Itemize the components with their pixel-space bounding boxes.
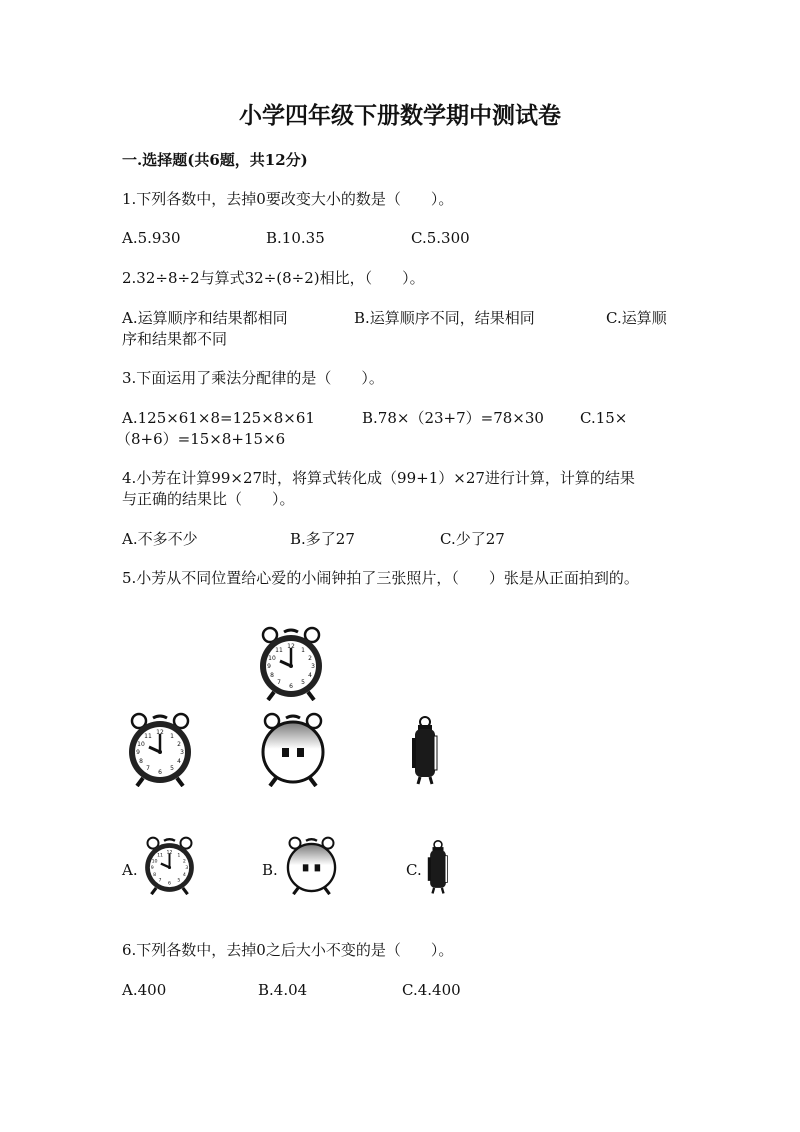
question-5-option-b[interactable]: B.	[262, 861, 278, 879]
question-6-option-c[interactable]: C.4.400	[402, 981, 461, 999]
clock-photo-front-angled	[125, 712, 195, 787]
question-6-option-b[interactable]: B.4.04	[258, 981, 308, 999]
question-5-text: 5.小芳从不同位置给心爱的小闹钟拍了三张照片，（ ）张是从正面拍到的。	[122, 569, 639, 587]
question-2-option-c[interactable]: C.运算顺	[606, 309, 667, 327]
question-1-option-a[interactable]: A.5.930	[122, 229, 181, 247]
question-3-option-b[interactable]: B.78×（23+7）=78×30	[362, 409, 544, 427]
section-heading: 一.选择题(共6题，共12分)	[122, 151, 308, 169]
question-4-option-c[interactable]: C.少了27	[440, 530, 505, 548]
question-4-text-line2: 与正确的结果比（ ）。	[122, 490, 295, 508]
question-6-option-a[interactable]: A.400	[122, 981, 167, 999]
question-2-option-b[interactable]: B.运算顺序不同，结果相同	[354, 309, 535, 327]
question-3-option-c[interactable]: C.15×	[580, 409, 628, 427]
clock-photo-front	[256, 626, 326, 701]
question-1-text: 1.下列各数中，去掉0要改变大小的数是（ ）。	[122, 190, 454, 208]
option-c-clock-side[interactable]	[426, 840, 450, 895]
option-b-clock-back[interactable]	[284, 836, 339, 895]
question-1-option-b[interactable]: B.10.35	[266, 229, 325, 247]
option-a-clock-front[interactable]	[142, 836, 197, 895]
clock-photo-back	[258, 712, 328, 787]
question-4-option-a[interactable]: A.不多不少	[122, 530, 198, 548]
question-3-option-c-wrap: （8+6）=15×8+15×6	[116, 430, 286, 448]
question-6-text: 6.下列各数中，去掉0之后大小不变的是（ ）。	[122, 941, 454, 959]
question-1-option-c[interactable]: C.5.300	[411, 229, 470, 247]
question-5-option-a[interactable]: A.	[122, 861, 138, 879]
question-4-option-b[interactable]: B.多了27	[290, 530, 355, 548]
question-2-text: 2.32÷8÷2与算式32÷(8÷2)相比，（ ）。	[122, 269, 425, 287]
question-3-text: 3.下面运用了乘法分配律的是（ ）。	[122, 369, 384, 387]
question-2-option-a[interactable]: A.运算顺序和结果都相同	[122, 309, 288, 327]
question-3-option-a[interactable]: A.125×61×8=125×8×61	[122, 409, 315, 427]
page-title: 小学四年级下册数学期中测试卷	[239, 102, 561, 129]
question-4-text: 4.小芳在计算99×27时，将算式转化成（99+1）×27进行计算，计算的结果	[122, 469, 635, 487]
question-5-option-c[interactable]: C.	[406, 861, 422, 879]
question-2-option-c-wrap: 序和结果都不同	[122, 330, 228, 348]
clock-photo-side	[410, 716, 440, 786]
